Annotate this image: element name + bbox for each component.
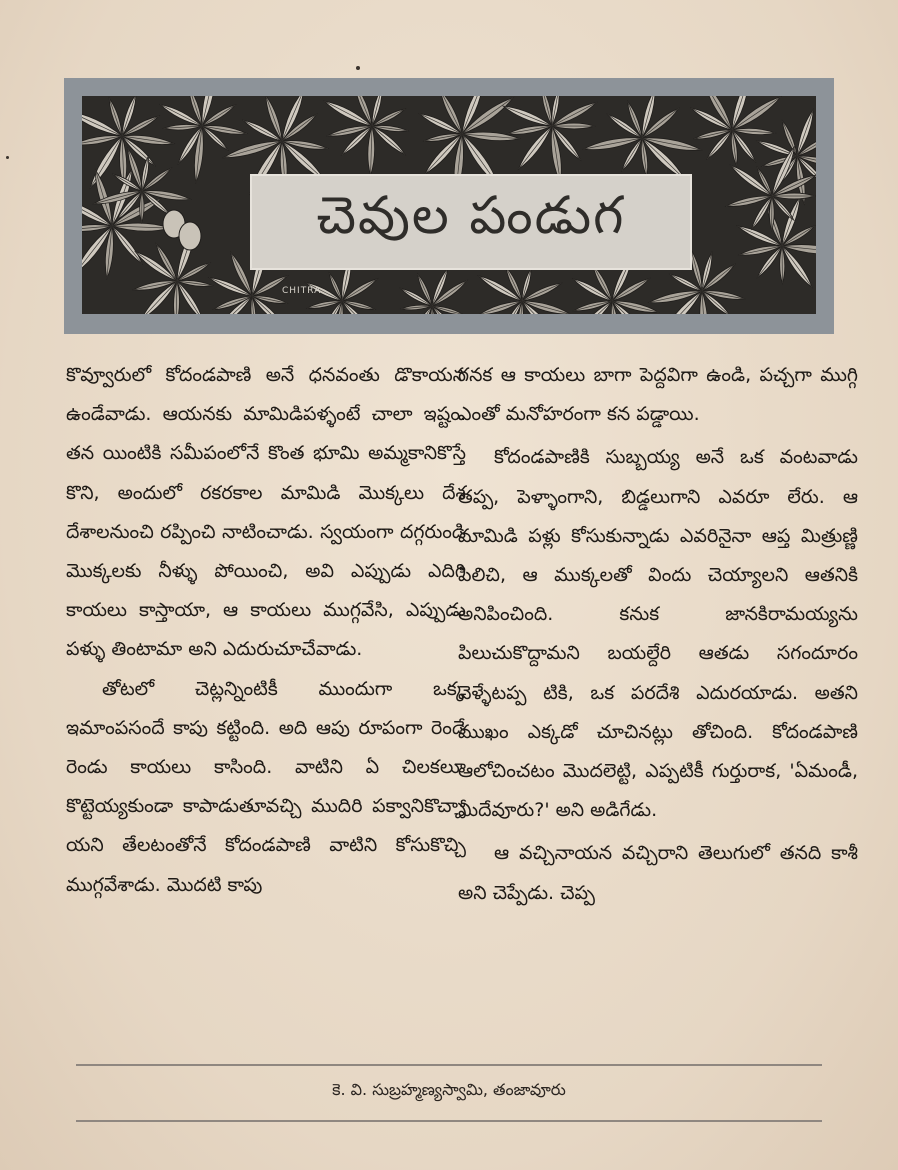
leaf-cluster: [324, 96, 408, 175]
footer-rule-bottom: [76, 1120, 822, 1122]
title-banner: [64, 78, 834, 334]
leaf-cluster: [82, 169, 170, 279]
right-column: [458, 356, 858, 913]
paragraph: కొవ్వూరులో కోదండపాణి అనే ధనవంతు డొకాయన ఉండేవాడు. ఆయనకు మామిడిపళ్ళంటే చాలా ఇష్టం. తన యింటికి సమీపంలోనే కొంత భూమి అమ్మకానికొస్తే కొని, అందులో రకరకాల మామిడి మొక్కలు దేశ దేశాలనుంచి రప్పించి నాటించాడు. స్వయంగా దగ్గరుండి మొక్కలకు నీళ్ళు పోయించి, అవి ఎప్పుడు ఎదిగి కాయలు కాస్తాయా, ఆ కాయలు ముగ్గవేసి, ఎప్పుడు పళ్ళు తింటామా అని ఎదురుచూచేవాడు.: [66, 364, 466, 661]
author-byline: కె. వి. సుబ్రహ్మణ్యస్వామి, తంజావూరు: [332, 1080, 566, 1099]
mango-foliage-illustration: [82, 96, 816, 314]
leaf-cluster: [737, 197, 816, 288]
paragraph: ఆ వచ్చినాయన వచ్చిరాని తెలుగులో తనది కాశీ అని చెప్పేడు. చెప్ప: [458, 842, 858, 904]
leaf-cluster: [160, 96, 247, 183]
paragraph: కోదండపాణికి సుబ్బయ్య అనే ఒక వంటవాడు తప్ప, పెళ్ళాంగాని, బిడ్డలుగాని ఎవరూ లేరు. ఆ మామిడి పళ్లు కోసుకున్నాడు ఎవరినైనా ఆప్త మిత్రుణ్ణి పిలిచి, ఆ ముక్కలతో విందు చెయ్యాలని ఆతనికి అనిపించింది. కనుక జానకిరామయ్యను పిలుచుకొద్దామని బయల్దేరి ఆతడు సగందూరం వెళ్ళేటప్ప టికి, ఒక పరదేశి ఎదురయాడు. అతని ముఖం ఎక్కడో చూచినట్లు తోచింది. కోదండపాణి ఆలోచించటం మొదలెట్టి, ఎప్పటికీ గుర్తురాక, 'ఏమండీ, మీదేవూరు?' అని అడిగేడు.: [458, 446, 858, 822]
title-plate: [250, 174, 692, 270]
leaf-cluster: [478, 267, 570, 314]
left-column: [66, 356, 466, 905]
paragraph: తోటలో చెట్లన్నింటికీ ముందుగా ఒక్క ఇమాంపసందే కాపు కట్టింది. అది ఆపు రూపంగా రెండే రెండు కాయలు కాసింది. వాటిని ఏ చిలకలూ కొట్టెయ్యకుండా కాపాడుతూవచ్చి ముదిరి పక్వానికొచ్చా యని తేలటంతోనే కోదండపాణి వాటిని కోసుకొచ్చి ముగ్గవేశాడు. మొదటి కాపు: [66, 677, 466, 896]
print-speck: [356, 66, 360, 70]
leaf-cluster: [400, 268, 467, 314]
paragraph: గనక ఆ కాయలు బాగా పెద్దవిగా ఉండి, పచ్చగా ముగ్గి ఎంతో మనోహరంగా కన పడ్డాయి.: [458, 364, 858, 426]
print-speck: [6, 156, 9, 159]
footer-rule-top: [76, 1064, 822, 1066]
mango-fruit: [179, 222, 201, 250]
artist-signature: CHITRA: [282, 286, 322, 296]
leaf-cluster: [583, 96, 701, 179]
article-title: చెవుల పండుగ: [316, 185, 626, 246]
leaf-cluster: [691, 96, 781, 166]
